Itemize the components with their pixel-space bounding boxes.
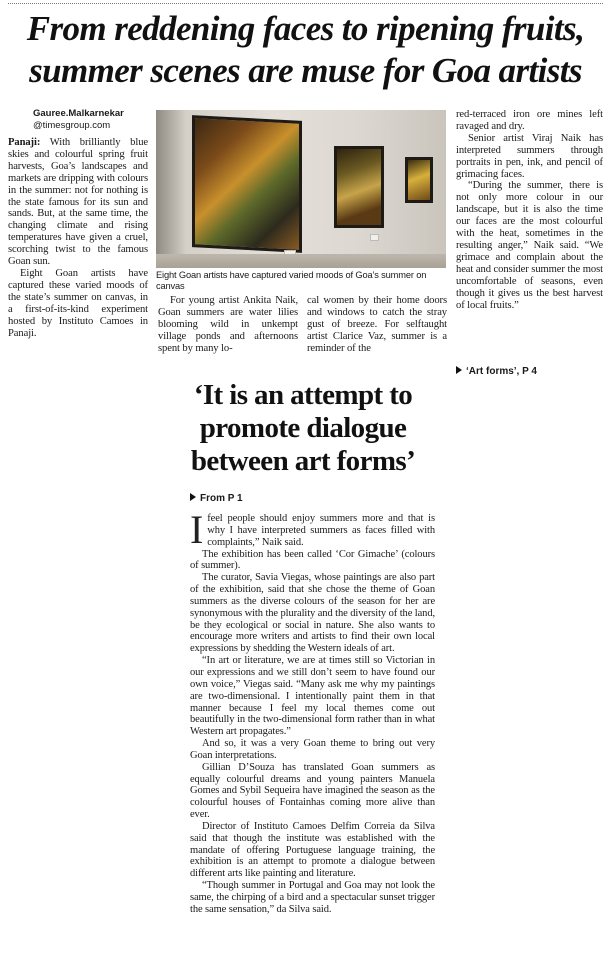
- wall-shadow: [156, 110, 186, 268]
- paragraph: Director of Instituto Camoes Delfim Correia da Silva said that though the institute was established with the mandate of offering Portuguese language training, the exhibition is an attempt to promote a dialogue between different arts like painting and literature.: [190, 820, 435, 880]
- paragraph-text: With brilliantly blue skies and colourful spring fruit harvests, Goa’s landscapes and markets are dripping with colours in the summer: not for nothing is the state famous for its sun and sands. But, at the same time, the changing climate and rising temperatures have given a cruel, scorching twist to the famous Goan sun.: [8, 137, 149, 268]
- triangle-arrow-icon: [456, 366, 462, 374]
- continued-reference[interactable]: [456, 366, 537, 378]
- paragraph: The exhibition has been called ‘Cor Gimache’ (colours of summer).: [190, 548, 435, 572]
- paragraph: “In art or literature, we are at times still so Victorian in our expressions and we still don’t seem to have found our own voice,” Viegas said. “Many ask me why my paintings are two-dimensional. I intentionally paint them in that manner because I feel my local themes come out beautifully in the two-dimensional form rather than in what Western art propagates.”: [190, 655, 435, 738]
- story2-headline-line-2: promote dialogue: [199, 412, 407, 444]
- story2-headline-line-3: between art forms’: [190, 445, 416, 477]
- story2-headline: [158, 379, 448, 478]
- byline-email: @timesgroup.com: [33, 120, 111, 131]
- paragraph: And so, it was a very Goan theme to bring out very Goan interpretations.: [190, 738, 435, 761]
- byline: [33, 108, 124, 132]
- paragraph: “During the summer, there is not only more colour in our landscape, but it is also the time our faces are the most colourful with the heat, sometimes in the resulting anger,” Naik said. “We grimace and complain about the heat and consider summer the most uncomfortable of seasons, even though it gives us the best harvest of local fruits.”: [456, 180, 603, 311]
- triangle-arrow-icon: [190, 493, 196, 501]
- exhibition-photo: [156, 110, 446, 268]
- article-column-1: [8, 137, 148, 339]
- story2-headline-line-1: ‘It is an attempt to: [193, 379, 413, 411]
- article-column-4: [456, 109, 603, 311]
- headline-line-1: From reddening faces to ripening fruits,: [26, 9, 585, 48]
- photo-caption: Eight Goan artists have captured varied moods of Goa’s summer on canvas: [156, 270, 427, 291]
- article-column-3: [307, 295, 447, 355]
- paragraph: Eight Goan artists have captured these varied moods of the state’s summer on canvas, in a first-of-its-kind experiment hosted by Instituto Camoes in Panaji.: [8, 267, 148, 339]
- paragraph: red-terraced iron ore mines left ravaged and dry.: [456, 109, 603, 132]
- paragraph: Senior artist Viraj Naik has interpreted summers through portraits in pen, ink, and pencil of grimacing faces.: [456, 132, 603, 180]
- painting-large: [192, 115, 302, 253]
- dateline: Panaji:: [8, 137, 41, 148]
- painting-medium: [334, 146, 384, 228]
- from-page-reference[interactable]: [190, 493, 243, 505]
- headline-line-2: summer scenes are muse for Goa artists: [29, 51, 582, 90]
- from-page-reference-label: From P 1: [200, 493, 243, 504]
- paragraph: cal women by their home doors and windows to catch the stray gust of breeze. For selftaught artist Clarice Vaz, summer is a reminder of the: [307, 295, 447, 354]
- paragraph: [190, 507, 435, 552]
- article-column-2: [158, 295, 298, 355]
- paragraph: Gillian D’Souza has translated Goan summers as equally colourful dreams and young painters Manuela Gomes and Sybil Sequeira have imagined the season as the colourful houses of Fontainhas coming more alive than ever.: [190, 761, 435, 821]
- paragraph: For young artist Ankita Naik, Goan summers are water lilies blooming wild in unkempt village ponds and afternoons spent by many lo-: [158, 295, 298, 354]
- paragraph: [8, 137, 148, 268]
- paragraph: “Though summer in Portugal and Goa may not look the same, the chirping of a bird and a spectacular sunset trigger the same sensation,” da Silva said.: [190, 880, 435, 915]
- headline: [8, 8, 603, 92]
- drop-cap: I: [190, 507, 204, 552]
- wall-label-card: [370, 234, 379, 241]
- story2-body: [190, 507, 435, 916]
- paragraph-text: feel people should enjoy summers more and that is why I have interpreted summers as faces filled with complaints,” Naik said.: [207, 513, 435, 548]
- continued-reference-label: ‘Art forms’, P 4: [466, 366, 537, 377]
- paragraph: The curator, Savia Viegas, whose paintings are also part of the exhibition, said that she chose the theme of Goan summers as the diverse colours of the season for her are synonymous with the plurality and the diversity of the land, be they ecological or social in nature. She also wants to encourage more writers and artists to find their own local expressions by shedding the Western ideals of art.: [190, 572, 435, 655]
- byline-name: Gauree.Malkarnekar: [33, 108, 124, 119]
- painting-small: [405, 157, 433, 203]
- gallery-floor: [156, 254, 446, 268]
- top-rule: [8, 3, 603, 4]
